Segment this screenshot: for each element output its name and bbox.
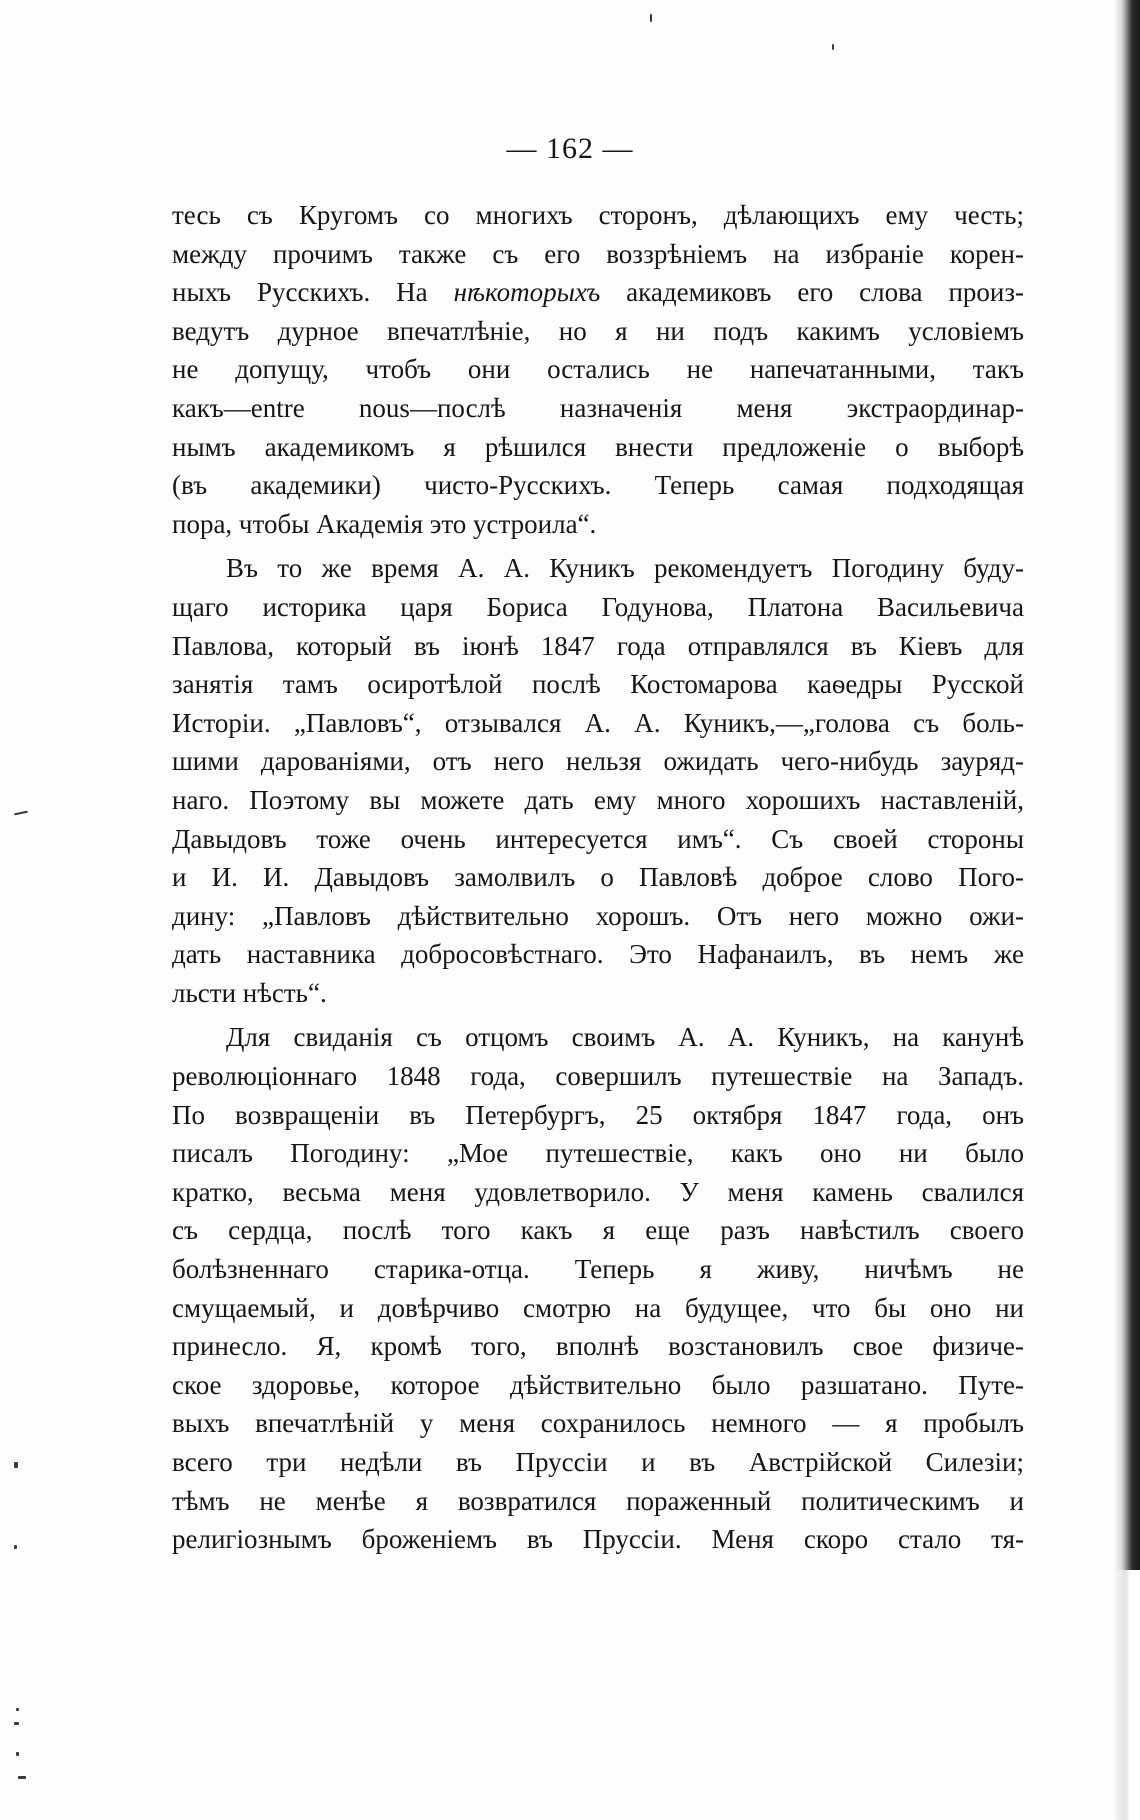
scan-speck xyxy=(18,1776,26,1779)
text-line: льсти нѣсть“. xyxy=(172,977,327,1008)
text-line: нымъ академикомъ я рѣшился внести предложеніе о выборѣ xyxy=(172,431,1024,462)
emphasized-word: нѣкоторыхъ xyxy=(453,277,601,308)
text-line: шими дарованіями, отъ него нельзя ожидать чего-нибудь зауряд- xyxy=(172,746,1024,777)
text-line: дину: „Павловъ дѣйствительно хорошъ. Отъ него можно ожи- xyxy=(172,900,1024,931)
body-text xyxy=(172,196,1024,1559)
text-line: Исторіи. „Павловъ“, отзывался А. А. Куникъ,—„голова съ боль- xyxy=(172,707,1024,738)
text-line: смущаемый, и довѣрчиво смотрю на будущее, что бы оно ни xyxy=(172,1292,1024,1323)
text-line xyxy=(172,273,1024,312)
text-line: ское здоровье, которое дѣйствительно было разшатано. Путе- xyxy=(172,1369,1024,1400)
scan-speck xyxy=(14,811,28,816)
text-line: какъ—entre nous—послѣ назначенія меня экстраординар- xyxy=(172,392,1024,423)
text-line: и И. И. Давыдовъ замолвилъ о Павловѣ доброе слово Пого- xyxy=(172,862,1024,893)
text-line: тесь съ Кругомъ со многихъ сторонъ, дѣлающихъ ему честь; xyxy=(172,200,1024,230)
text-line: наго. Поэтому вы можете дать ему много хорошихъ наставленій, xyxy=(172,784,1024,815)
scan-speck xyxy=(16,1708,19,1711)
text-line: Давыдовъ тоже очень интересуется имъ“. Съ своей стороны xyxy=(172,823,1024,854)
paragraph xyxy=(172,549,1024,1012)
text-line: дать наставника добросовѣстнаго. Это Нафанаилъ, въ немъ же xyxy=(172,939,1024,970)
text-line: всего три недѣли въ Пруссіи и въ Австрійской Силезіи; xyxy=(172,1447,1024,1477)
text-line: По возвращеніи въ Петербургъ, 25 октября 1847 года, онъ xyxy=(172,1099,1024,1130)
text-line: между прочимъ также съ его воззрѣніемъ на избраніе корен- xyxy=(172,238,1024,269)
text-segment: ныхъ Русскихъ. На xyxy=(172,277,428,308)
text-line: (въ академики) чисто-Русскихъ. Теперь самая подходящая xyxy=(172,470,1024,501)
paragraph xyxy=(172,196,1024,543)
scan-speck xyxy=(14,1545,17,1549)
paragraph xyxy=(172,1018,1024,1558)
scan-speck xyxy=(16,1752,19,1756)
text-line: выхъ впечатлѣній у меня сохранилось немного — я пробылъ xyxy=(172,1408,1024,1439)
text-line: Въ то же время А. А. Куникъ рекомендуетъ Погодину буду- xyxy=(226,553,1024,584)
scan-speck xyxy=(650,14,652,22)
text-line: болѣзненнаго старика-отца. Теперь я живу, ничѣмъ не xyxy=(172,1254,1024,1285)
scan-speck xyxy=(14,1462,18,1468)
text-line: религіознымъ броженіемъ въ Пруссіи. Меня скоро стало тя- xyxy=(172,1524,1024,1555)
text-line: тѣмъ не менѣе я возвратился пораженный политическимъ и xyxy=(172,1485,1024,1516)
text-line: пора, чтобы Академія это устроила“. xyxy=(172,508,597,539)
text-line: не допущу, чтобъ они остались не напечатанными, такъ xyxy=(172,354,1024,385)
text-line: Для свиданія съ отцомъ своимъ А. А. Куникъ, на канунѣ xyxy=(226,1022,1024,1053)
text-line: Павлова, который въ іюнѣ 1847 года отправлялся въ Кіевъ для xyxy=(172,630,1024,661)
text-line: щаго историка царя Бориса Годунова, Платона Васильевича xyxy=(172,591,1024,622)
text-segment: академиковъ его слова произ- xyxy=(626,277,1025,308)
binding-edge-highlight xyxy=(1114,1570,1140,1820)
scan-speck xyxy=(832,44,834,50)
page-number: — 162 — xyxy=(506,132,634,165)
text-line: съ сердца, послѣ того какъ я еще разъ навѣстилъ своего xyxy=(172,1215,1024,1246)
text-line: принесло. Я, кромѣ того, вполнѣ возстановилъ свое физиче- xyxy=(172,1331,1024,1362)
text-line: ведутъ дурное впечатлѣніе, но я ни подъ какимъ условіемъ xyxy=(172,315,1024,346)
text-line: писалъ Погодину: „Мое путешествіе, какъ оно ни было xyxy=(172,1138,1024,1169)
text-line: революціоннаго 1848 года, совершилъ путешествіе на Западъ. xyxy=(172,1061,1024,1092)
text-line: кратко, весьма меня удовлетворило. У меня камень свалился xyxy=(172,1176,1024,1207)
binding-shadow xyxy=(1114,0,1140,1820)
text-line: занятія тамъ осиротѣлой послѣ Костомарова каѳедры Русской xyxy=(172,669,1024,700)
scan-speck xyxy=(14,1722,19,1725)
